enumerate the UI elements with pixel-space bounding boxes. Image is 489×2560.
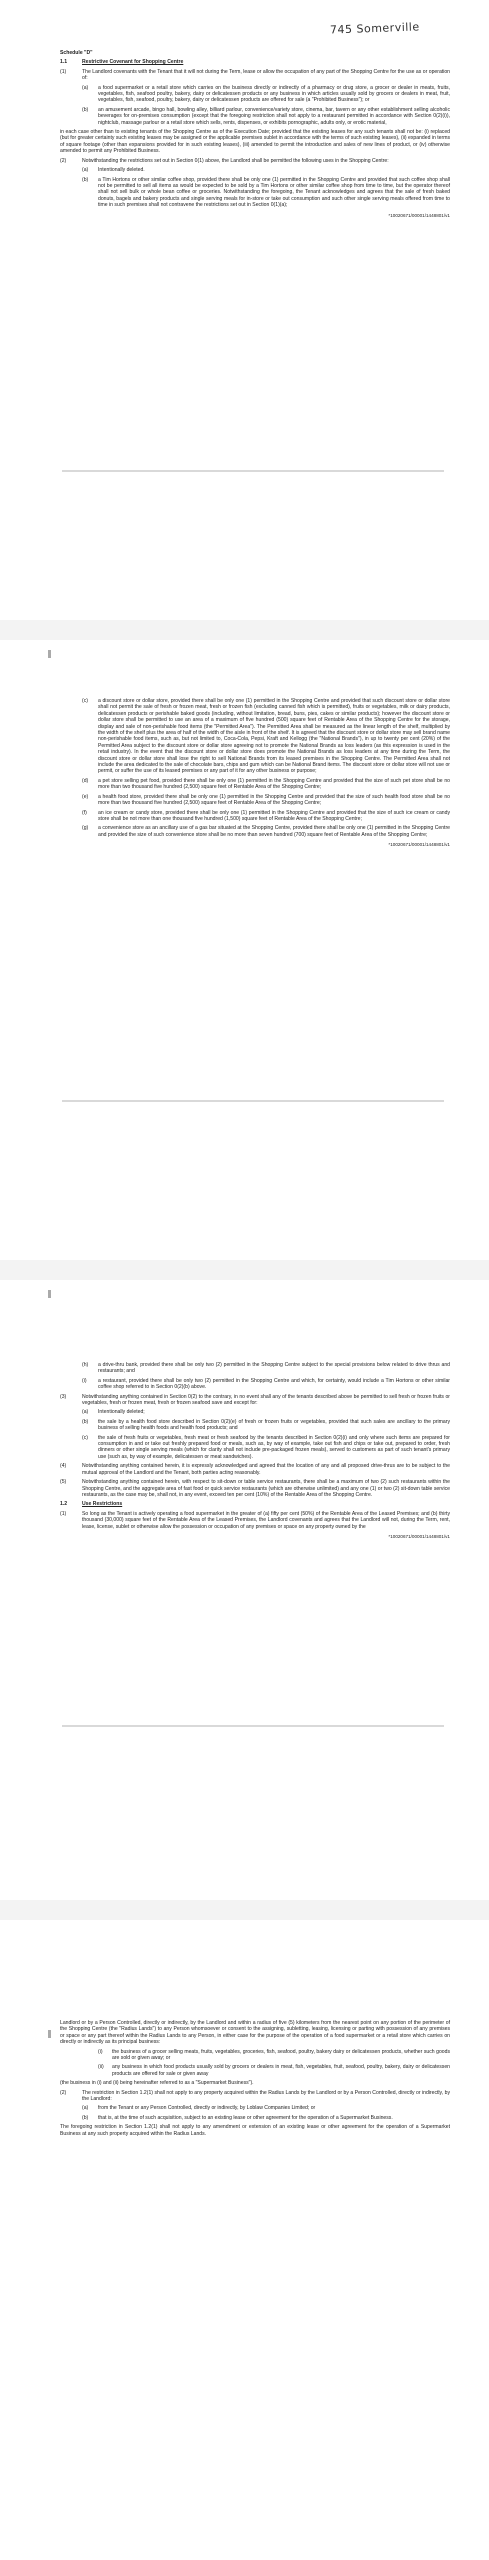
paragraph-number: (5) bbox=[60, 1479, 67, 1486]
schedule-heading: Schedule "D" bbox=[60, 50, 93, 56]
page-bottom-rule bbox=[62, 1100, 444, 1102]
document-page-2 bbox=[0, 640, 489, 1260]
paragraph-number: (2) bbox=[60, 2089, 67, 2096]
clause-text: a pet store selling pet food, provided there shall be only one (1) permitted in the Shopping Centre and provided that the size of such pet store shall be no more than two thousand five hundred (2,500) square feet of Rentable Area of the Shopping Centre; bbox=[98, 777, 450, 791]
paragraph-continuation: Landlord or by a Person Controlled, directly or indirectly, by the Landlord and within a radius of five (5) kilometers from the nearest point on any portion of the perimeter of the Shopping Centre (the "Radius Lands") to any Person whomsoever or consent to the assigning, subletting, leasing, licensing or parting with possession of any premises or space or any part thereof within the Radius Lands to any Person, in either case for the purpose of the operation of a food supermarket or a retail store which carries on directly or indirectly as its principal business: bbox=[60, 2020, 450, 2046]
paragraph-text: Notwithstanding anything contained herein, with respect to sit-down or table service restaurants, there shall be a maximum of two (2) such restaurants within the Shopping Centre, and the aggregate area of fast food or quick service restaurants (which are otherwise unlimited) and any one (1) or two (2) sit-down table service restaurants, as the case may be, shall not, in any event, exceed ten per cent (10%) of the Rentable Area of the Shopping Centre. bbox=[82, 1479, 450, 1498]
clause-label: (f) bbox=[82, 809, 87, 816]
clause-text: Intentionally deleted. bbox=[98, 167, 145, 174]
clause-3a bbox=[82, 1409, 450, 1415]
paragraph-text: Notwithstanding anything contained herein, it is expressly acknowledged and agreed that the location of any and all proposed drive-thrus are to be subject to the mutual approval of the Landlord and the Tenant, both parties acting reasonably. bbox=[82, 1463, 450, 1476]
closing-paragraph: The foregoing restriction in Section 1.2(1) shall not apply to any amendment or extension of an existing lease or other agreement for the operation of a Supermarket Business at any such property acquired within the Radius Lands. bbox=[60, 2124, 450, 2137]
clause-3b bbox=[82, 1419, 450, 1432]
paragraph-number: (4) bbox=[60, 1463, 67, 1470]
section-title: Use Restrictions bbox=[82, 1501, 123, 1508]
paragraph-text: So long as the Tenant is actively operating a food supermarket in the greater of (a) fifty per cent (50%) of the Rentable Area of the Leased Premises; and (b) thirty thousand (30,000) square feet of the Rentable Area of the Leased Premises, the Landlord covenants and agrees that the Landlord will not, during the Term, rent, lease, license, sublet or otherwise allow the possession or occupation of any premises or space on any property owned by the bbox=[82, 1510, 450, 1530]
document-reference: *10020671/00001/1448801/v1 bbox=[388, 212, 450, 218]
paragraph-text: Notwithstanding anything contained in Section 0(2) to the contrary, in no event shall any of the tenants described above be permitted to sell fresh or frozen fruits or vegetables, fresh or frozen meat, fresh or frozen seafood save and except for: bbox=[82, 1393, 450, 1407]
clause-label: (g) bbox=[82, 825, 89, 832]
clause-text: the sale by a health food store described in Section 0(2)(e) of fresh or frozen fruits or vegetables, provided that such sales are ancillary to the primary business of selling health foods and health food products; and bbox=[98, 1418, 450, 1432]
clause-2a bbox=[82, 167, 450, 173]
document-page-4 bbox=[0, 1920, 489, 2560]
clause-label: (d) bbox=[82, 777, 89, 784]
document-page-3 bbox=[0, 1280, 489, 1900]
section-1-2-heading bbox=[60, 1501, 450, 1507]
document-page-1 bbox=[0, 0, 489, 620]
clause-h bbox=[82, 1362, 450, 1375]
page-separator bbox=[0, 1260, 489, 1280]
clause-label: (c) bbox=[82, 698, 88, 704]
clause-text: a convenience store as an ancillary use of a gas bar situated at the Shopping Centre, provided there shall be only one (1) permitted in the Shopping Centre and provided the size of such convenience store shall be no more than seven hundred (700) square feet of Rentable Area of the Shopping Centre; bbox=[98, 825, 450, 838]
clause-text: a discount store or dollar store, provided there shall be only one (1) permitted in the Shopping Centre and provided that such discount store or dollar store shall not permit the sale of fresh or frozen meat, fresh or frozen fish (excluding canned fish which is permitted), fruits or vegetables, milk or dairy products, delicatessen products or perishable baked goods (including, without limitation, bread, buns, pies, cakes or similar products); however the discount store or dollar store shall be permitted to use an area of a maximum of five hundred (500) square feet of Rentable Area of the Shopping Centre for the storage, display and sale of non-perishable food items (the "Permitted Area"). The Permitted Area shall be measured as the linear length of the shelf, multiplied by the width of the shelf plus the area of half of the width of the aisle in front of the shelf. It is agreed that the discount store or dollar store may sell brand name non-perishable food items, such as, but not limited to, Coca-Cola, Pepsi, Kraft and Kellogg (the "National Brands"), in up to twenty per cent (20%) of the Permitted Area subject to the discount store or dollar store agreeing not to promote the National Brands as loss leaders (as this expression is used in the retail industry). In the event that the discount store or dollar store does promote the National Brands as loss leaders at any time during the Term, the discount store or dollar store shall lose the right to sell National Brands from its leased premises in the Shopping Centre. The Permitted Area shall not include the area dedicated to the sale of chocolate bars, chips and gum which can be National Brand items. The discount store or dollar store will not use or permit, or suffer the use of its leased premises or any part of it for any other business or purpose; bbox=[98, 698, 450, 775]
item-ii bbox=[98, 2064, 450, 2077]
clause-a bbox=[82, 2105, 450, 2111]
page-separator bbox=[0, 620, 489, 640]
clause-text: an amusement arcade, bingo hall, bowling alley, billiard parlour, convenience/variety store, cinema, bar, tavern or any other establishment selling alcoholic beverages for on-premises consumption (except that the foregoing restriction shall not apply to a restaurant permitted in accordance with Section 0(2)(i)), nightclub, massage parlour or a retail store which sells, rents, dispenses, or exhibits pornographic, adults only, or erotic material, bbox=[98, 106, 450, 126]
clause-label: (a) bbox=[82, 1409, 89, 1416]
paragraph-number: (1) bbox=[60, 1510, 67, 1517]
paragraph-3 bbox=[60, 1394, 450, 1407]
clause-label: (b) bbox=[82, 2114, 89, 2121]
clause-text: an ice cream or candy store, provided there shall be only one (1) permitted in the Shopping Centre and provided that the size of such ice cream or candy store shall be not more than one thousand five hundred (1,500) square feet of Rentable Area of the Shopping Centre; bbox=[98, 809, 450, 822]
clause-b bbox=[82, 2115, 450, 2121]
clause-text: that is, at the time of such acquisition, subject to an existing lease or other agreement for the operation of a Supermarket Business. bbox=[98, 2114, 393, 2121]
clause-label: (c) bbox=[82, 1434, 88, 1441]
section-number: 1.1 bbox=[60, 59, 68, 66]
page-3-content bbox=[60, 1362, 450, 1540]
paragraph-5 bbox=[60, 1479, 450, 1498]
paragraph-1-2-1 bbox=[60, 1511, 450, 1530]
paragraph-1 bbox=[60, 69, 450, 82]
section-title: Restrictive Covenant for Shopping Centre bbox=[82, 59, 184, 66]
clause-a bbox=[82, 85, 450, 104]
clause-label: (a) bbox=[82, 167, 89, 174]
clause-label: (a) bbox=[82, 84, 89, 91]
page-2-content bbox=[60, 698, 450, 849]
clause-text: a Tim Hortons or other similar coffee shop, provided there shall be only one (1) permitted in the Shopping Centre and provided that such coffee shop shall not be permitted to sell all items as would be expected to be sold by a Tim Hortons or other similar coffee shop from time to time, but the operator thereof shall not sell bulk or whole bean coffee or groceries. Notwithstanding the foregoing, the Tenant acknowledges and agrees that the sale of fresh baked donuts, bagels and bakery products and single serving meals for in-store or take out consumption and such other single serving meals offered from time to time in such premises shall not contravene the restrictions set out in Section 0(1)(a); bbox=[98, 176, 450, 209]
margin-mark bbox=[48, 2030, 51, 2038]
page-bottom-rule bbox=[62, 1725, 444, 1727]
clause-label: (b) bbox=[82, 1418, 89, 1425]
section-number: 1.2 bbox=[60, 1501, 68, 1508]
clause-i bbox=[82, 1378, 450, 1391]
clause-text: Intentionally deleted; bbox=[98, 1409, 145, 1416]
clause-text: a restaurant, provided there shall be only two (2) permitted in the Shopping Centre and which, for certainty, would include a Tim Hortons or other similar coffee shop referred to in Section 0(2)(b) above. bbox=[98, 1377, 450, 1391]
paragraph-continuation: (the business in (i) and (ii) being hereinafter referred to as a "Supermarket Business"). bbox=[60, 2080, 254, 2087]
paragraph-text: Notwithstanding the restrictions set out in Section 0(1) above, the Landlord shall be permitted the following uses in the Shopping Centre: bbox=[82, 157, 389, 164]
item-text: the business of a grocer selling meats, fruits, vegetables, groceries, fish, seafood, poultry, bakery dairy or delicatessen products, whether such goods are sold or given away; or bbox=[112, 2048, 450, 2062]
clause-label: (b) bbox=[82, 106, 89, 113]
paragraph-number: (3) bbox=[60, 1393, 67, 1400]
paragraph-2 bbox=[60, 158, 450, 164]
clause-label: (i) bbox=[82, 1377, 87, 1384]
item-label: (i) bbox=[98, 2048, 103, 2055]
clause-text: the sale of fresh fruits or vegetables, fresh meat or fresh seafood by the tenants described in Section 0(2)(i) and only where such items are prepared for consumption in and or take out freshly prepared food or meals, such as, by way of example, take out fish and chips or take out, prepared to order, fresh dinners or other single serving meals (which for clarity shall not include pre-packaged frozen meals), served to customers as part of such tenant's primary use (such as, by way of example, delicatessen or meat sandwiches). bbox=[98, 1434, 450, 1460]
paragraph-text: The restriction in Section 1.2(1) shall not apply to any property acquired within the Radius Lands by the Landlord or by a Person Controlled, directly or indirectly, by the Landlord: bbox=[82, 2089, 450, 2103]
section-1-1-heading bbox=[60, 59, 450, 65]
clause-label: (b) bbox=[82, 176, 89, 183]
paragraph-text: The Landlord covenants with the Tenant that it will not during the Term, lease or allow the occupation of any part of the Shopping Centre for the use as or operation of: bbox=[82, 68, 450, 82]
clause-text: a food supermarket or a retail store which carries on the business directly or indirectly of a pharmacy or drug store, a grocer or dealer in meats, fruits, vegetables, fish, seafood poultry, bakery, dairy or delicatessen products or any business in which articles usually sold by grocers or dealers in meat, fruit, vegetables, fish, seafood, poultry, bakery, dairy or delicatessen products are offered for sale (a "Prohibited Business"); or bbox=[98, 84, 450, 104]
handwritten-note: 745 Somerville bbox=[329, 20, 420, 37]
paragraph-continuation: in each case other than to existing tenants of the Shopping Centre as of the Execution Date; provided that the existing leases for any such tenants shall not be: (i) replaced (but for greater certainty such existing leases may be assigned or the applicable premises sublet in accordance with the terms of such existing leases), (ii) expanded in terms of square footage (other than expansions provided for in such existing leases), (iii) amended to permit the introduction and sales of new lines of product, or (iv) otherwise amended to permit any Prohibited Business. bbox=[60, 129, 450, 155]
margin-mark bbox=[48, 650, 51, 658]
paragraph-number: (2) bbox=[60, 157, 67, 164]
item-i bbox=[98, 2049, 450, 2062]
clause-f bbox=[82, 810, 450, 823]
page-separator bbox=[0, 1900, 489, 1920]
clause-label: (e) bbox=[82, 793, 89, 800]
page-bottom-rule bbox=[62, 470, 444, 472]
clause-b bbox=[82, 107, 450, 126]
clause-text: a health food store, provided there shall be only one (1) permitted in the Shopping Centre and provided that the size of such health food store shall be no more than two thousand five hundred (2,500) square feet of Rentable Area of the Shopping Centre; bbox=[98, 793, 450, 807]
clause-3c bbox=[82, 1435, 450, 1461]
clause-2b bbox=[82, 177, 450, 209]
clause-label: (a) bbox=[82, 2105, 89, 2112]
clause-e bbox=[82, 794, 450, 807]
clause-g bbox=[82, 825, 450, 838]
paragraph-number: (1) bbox=[60, 68, 67, 75]
item-text: any business in which food products usually sold by grocers or dealers in meat, fish, vegetables, fruit, seafood, poultry, bakery, dairy or delicatessen products are offered for sale or given away bbox=[112, 2064, 450, 2077]
clause-text: a drive-thru bank, provided there shall be only two (2) permitted in the Shopping Centre subject to the special provisions below related to drive thrus and restaurants; and bbox=[98, 1362, 450, 1375]
item-label: (ii) bbox=[98, 2064, 104, 2071]
margin-mark bbox=[48, 1290, 51, 1298]
page-4-content bbox=[60, 2020, 450, 2140]
clause-text: from the Tenant or any Person Controlled, directly or indirectly, by Loblaw Companies Limited; or bbox=[98, 2105, 316, 2112]
paragraph-2 bbox=[60, 2090, 450, 2103]
document-reference: *10020671/00001/1448801/v1 bbox=[388, 1533, 450, 1539]
clause-d bbox=[82, 778, 450, 791]
document-reference: *10020671/00001/1448801/v1 bbox=[388, 842, 450, 848]
page-1-content bbox=[60, 50, 450, 219]
clause-label: (h) bbox=[82, 1362, 89, 1368]
clause-c bbox=[82, 698, 450, 775]
paragraph-4 bbox=[60, 1463, 450, 1476]
